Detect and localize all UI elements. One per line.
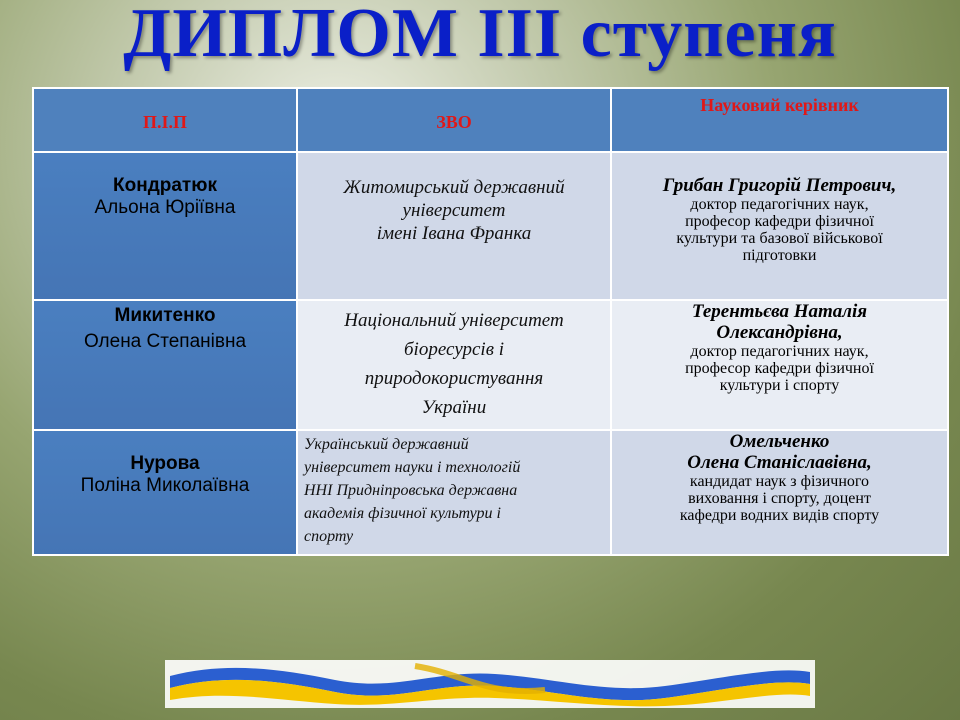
supervisor-name: Терентьєва Наталія	[691, 301, 868, 322]
supervisor-desc: професор кафедри фізичної	[685, 213, 874, 230]
university-line: університет	[402, 200, 506, 221]
university-cell	[297, 152, 611, 300]
university-line: ННІ Придніпровська державна	[304, 482, 518, 499]
university-line: природокористування	[364, 368, 544, 389]
university-line: університет науки і технологій	[304, 459, 521, 476]
supervisor-cell	[611, 430, 948, 555]
supervisor-desc: виховання і спорту, доцент	[688, 490, 871, 507]
table-row	[33, 152, 948, 300]
university-cell	[297, 300, 611, 430]
table-row	[33, 300, 948, 430]
supervisor-cell	[611, 300, 948, 430]
supervisor-name: Грибан Григорій Петрович,	[662, 175, 897, 196]
header-pib: П.І.П	[33, 88, 297, 152]
given-name: Олена Степанівна	[83, 331, 247, 352]
surname: Нурова	[130, 453, 200, 474]
page-title: ДИПЛОМ ІІІ ступеня	[123, 0, 837, 72]
supervisor-cell	[611, 152, 948, 300]
supervisor-name: Омельченко	[729, 431, 830, 452]
table-row	[33, 430, 948, 555]
name-cell	[33, 300, 297, 430]
supervisor-name: Олена Станіславівна,	[687, 452, 872, 473]
given-name: Альона Юріївна	[94, 197, 236, 218]
university-line: Житомирський державний	[343, 177, 565, 198]
university-line: Український державний	[304, 436, 469, 453]
supervisor-desc: підготовки	[742, 247, 817, 264]
university-cell	[297, 430, 611, 555]
supervisor-desc: доктор педагогічних наук,	[690, 196, 869, 213]
supervisor-desc: доктор педагогічних наук,	[690, 343, 869, 360]
awards-table	[32, 87, 949, 556]
university-line: України	[421, 397, 487, 418]
university-line: біоресурсів і	[404, 339, 504, 360]
supervisor-desc: культури і спорту	[719, 377, 840, 394]
table-header-row	[33, 88, 948, 152]
surname: Микитенко	[114, 305, 216, 326]
surname: Кондратюк	[113, 175, 217, 196]
name-cell	[33, 152, 297, 300]
given-name: Поліна Миколаївна	[80, 475, 250, 496]
supervisor-desc: кафедри водних видів спорту	[679, 507, 880, 524]
name-cell	[33, 430, 297, 555]
university-line: Національний університет	[344, 310, 564, 331]
supervisor-name: Олександрівна,	[716, 322, 843, 343]
university-line: спорту	[304, 528, 354, 545]
supervisor-desc: культури та базової військової	[676, 230, 883, 247]
ukraine-ribbon-image	[165, 660, 815, 708]
supervisor-desc: професор кафедри фізичної	[685, 360, 874, 377]
header-supervisor: Науковий керівник	[611, 88, 948, 152]
supervisor-desc: кандидат наук з фізичного	[689, 473, 870, 490]
university-line: імені Івана Франка	[376, 223, 532, 244]
header-zvo: ЗВО	[297, 88, 611, 152]
university-line: академія фізичної культури і	[304, 505, 501, 522]
